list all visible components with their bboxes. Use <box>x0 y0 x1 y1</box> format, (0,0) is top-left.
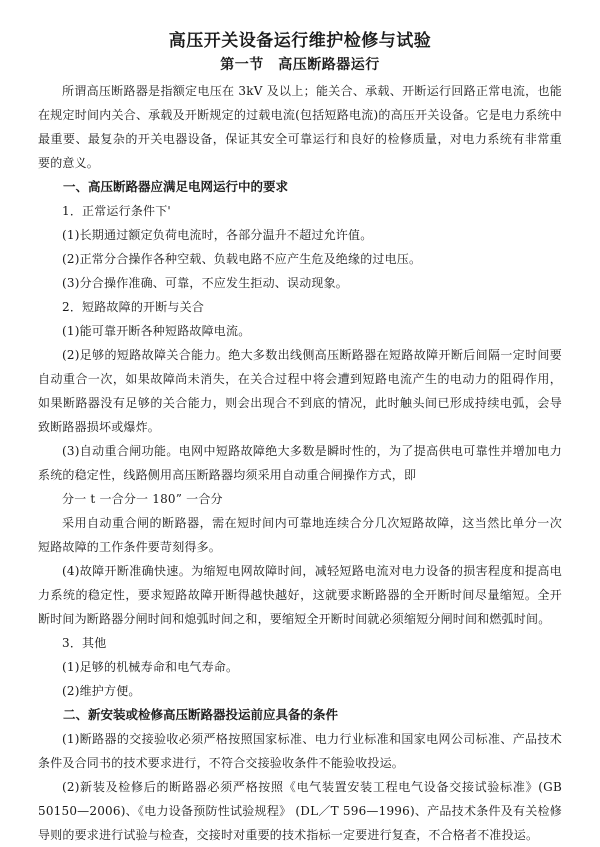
list-item: (2)新装及检修后的断路器必须严格按照《电气装置安装工程电气设备交接试验标准》(GB 50150—2006)、《电力设备预防性试验规程》 (DL／T 596—1996)、产品技术条件及有关检修导则的要求进行试验与检查，交接时对重要的技术指标一定要进行复查，不合格者不准投运。 <box>38 780 562 842</box>
heading-conditions: 二、新安装或检修高压断路器投运前应具备的条件 <box>63 707 339 722</box>
list-item: (2)正常分合操作各种空载、负载电路不应产生危及绝缘的过电压。 <box>62 252 422 266</box>
reclose-sequence: 分一 t 一合分一 180” 一合分 <box>62 492 223 506</box>
subheading-normal: 1．正常运行条件下' <box>62 204 171 218</box>
list-item: (2)维护方便。 <box>62 684 141 698</box>
section-title: 第一节 高压断路器运行 <box>220 57 380 73</box>
list-item: (1)长期通过额定负荷电流时，各部分温升不超过允许值。 <box>62 228 373 242</box>
list-item: (3)自动重合闸功能。电网中短路故障绝大多数是瞬时性的，为了提高供电可靠性并增加电力系统的稳定性，线路侧用高压断路器均须采用自动重合闸操作方式，即 <box>38 444 562 482</box>
list-item: (4)故障开断准确快速。为缩短电网故障时间，减轻短路电流对电力设备的损害程度和提高电力系统的稳定性，要求短路故障开断得越快越好，这就要求断路器的全开断时间尽量缩短。全开断时间为断路器分闸时间和熄弧时间之和，要缩短全开断时间就必须缩短分闸时间和燃弧时间。 <box>38 564 562 626</box>
heading-requirements: 一、高压断路器应满足电网运行中的要求 <box>63 179 289 194</box>
body-paragraph: 采用自动重合闸的断路器，需在短时间内可靠地连续合分几次短路故障，这当然比单分一次短路故障的工作条件要苛刻得多。 <box>38 516 562 554</box>
list-item: (2)足够的短路故障关合能力。绝大多数出线侧高压断路器在短路故障开断后间隔一定时间要自动重合一次，如果故障尚未消失，在关合过程中将会遭到短路电流产生的电动力的阻碍作用，如果断路器没有足够的关合能力，则会出现合不到底的情况，此时触头间已形成持续电弧，会导致断路器损坏或爆炸。 <box>38 348 562 434</box>
document-title: 高压开关设备运行维护检修与试验 <box>168 31 432 51</box>
list-item: (1)能可靠开断各种短路故障电流。 <box>62 324 251 338</box>
list-item: (1)足够的机械寿命和电气寿命。 <box>62 660 239 674</box>
intro-paragraph: 所谓高压断路器是指额定电压在 3kV 及以上；能关合、承载、开断运行回路正常电流，也能在规定时间内关合、承载及开断规定的过载电流(包括短路电流)的高压开关设备。它是电力系统中最重要、最复杂的开关电器设备，保证其安全可靠运行和良好的检修质量，对电力系统有非常重要的意义。 <box>38 84 562 170</box>
subheading-other: 3．其他 <box>62 636 107 650</box>
list-item: (1)断路器的交接验收必须严格按照国家标准、电力行业标准和国家电网公司标准、产品技术条件及合同书的技术要求进行，不符合交接验收条件不能验收投运。 <box>38 732 562 770</box>
subheading-fault: 2．短路故障的开断与关合 <box>62 300 205 314</box>
list-item: (3)分合操作准确、可靠，不应发生拒动、误动现象。 <box>62 276 348 290</box>
